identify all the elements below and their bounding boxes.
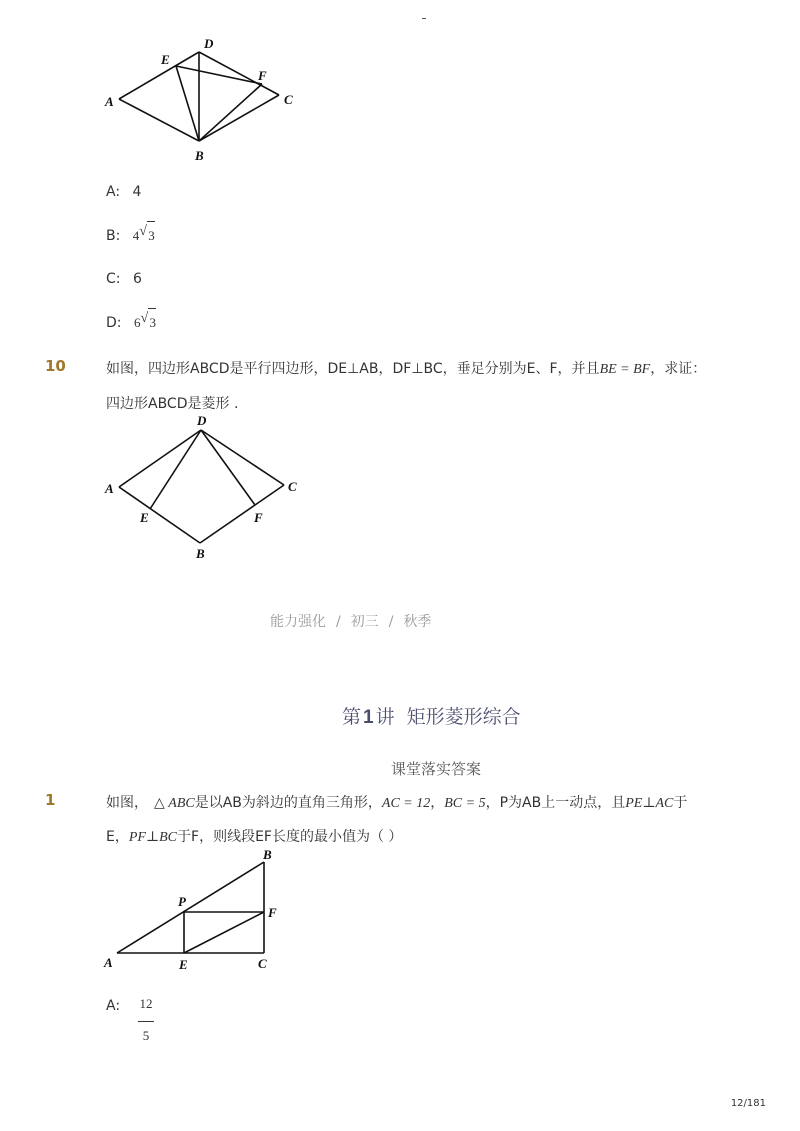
- option-value: 4: [132, 184, 142, 200]
- segment-bc: [200, 485, 284, 543]
- option-b[interactable]: [106, 224, 155, 245]
- option-a[interactable]: [106, 184, 141, 200]
- option-d[interactable]: [106, 311, 156, 332]
- label-b: B: [263, 847, 272, 862]
- footer-brand: [270, 611, 431, 631]
- fraction-12-over-5: [138, 996, 154, 1044]
- page-number: 12/181: [730, 1098, 766, 1109]
- label-d: D: [204, 36, 214, 51]
- option-letter: A:: [106, 184, 121, 200]
- fraction-denominator: 5: [142, 1028, 150, 1043]
- math-be-bf: BE = BF: [599, 362, 651, 377]
- question-number-10: 10: [45, 357, 66, 375]
- label-c: C: [288, 479, 297, 494]
- label-c: C: [258, 956, 267, 971]
- option-letter: C:: [106, 271, 121, 287]
- label-e: E: [140, 510, 149, 525]
- label-f: F: [258, 68, 267, 83]
- figure-rhombus-q10: [0, 400, 800, 570]
- question-10-line2: 四边形ABCD是菱形 .: [106, 396, 239, 412]
- question-number-1: 1: [45, 791, 56, 809]
- brand-part1: 能力强化: [270, 614, 326, 630]
- segment-ad: [119, 430, 201, 487]
- brand-part2: 初三: [350, 614, 379, 630]
- question-10-line1: 如图，四边形ABCD是平行四边形，DE⊥AB，DF⊥BC，垂足分别为E、F，并且BE = BF，求证：: [106, 361, 707, 377]
- label-d: D: [197, 413, 207, 428]
- option-coef: 6: [133, 315, 141, 330]
- label-a: A: [105, 94, 114, 109]
- label-e: E: [161, 52, 170, 67]
- segment-ab: [119, 99, 199, 141]
- segment-ef: [176, 66, 262, 84]
- label-f: F: [254, 510, 263, 525]
- label-f: F: [268, 905, 277, 920]
- segment-bc: [199, 95, 279, 141]
- label-p: P: [178, 894, 186, 909]
- figure-rhombus-q9: [0, 0, 800, 170]
- label-a: A: [105, 481, 114, 496]
- q1-option-a[interactable]: [106, 998, 120, 1014]
- lecture-title: 第 1 讲 矩形菱形综合: [342, 706, 521, 728]
- section-title: 课堂落实答案: [391, 760, 482, 778]
- question-1-line2: E，PF⊥BC于F，则线段EF长度的最小值为（ ）: [106, 829, 403, 845]
- option-c[interactable]: [106, 271, 142, 287]
- label-a: A: [104, 955, 113, 970]
- lecture-number: 1: [363, 707, 374, 728]
- label-c: C: [284, 92, 293, 107]
- figure-right-triangle-q1: [0, 840, 800, 980]
- label-e: E: [179, 957, 188, 972]
- option-letter: B:: [106, 228, 121, 244]
- segment-ab: [117, 862, 264, 953]
- brand-separator: /: [388, 614, 394, 630]
- segment-df: [201, 430, 255, 505]
- segment-ef: [184, 912, 264, 953]
- option-letter: D:: [106, 315, 122, 331]
- option-letter: A:: [106, 998, 121, 1014]
- label-b: B: [195, 148, 204, 163]
- segment-de: [150, 430, 201, 509]
- segment-ad: [119, 52, 199, 99]
- label-b: B: [196, 546, 205, 561]
- option-value: 6: [132, 271, 142, 287]
- fraction-numerator: 12: [139, 996, 153, 1011]
- lecture-name: 矩形菱形综合: [406, 706, 521, 728]
- brand-part3: 秋季: [403, 614, 432, 630]
- question-1-line1: 如图， △ ABC是以AB为斜边的直角三角形，AC = 12，BC = 5，P为AB上一动点，且PE⊥AC于: [106, 795, 688, 811]
- segment-eb: [176, 66, 199, 141]
- sqrt-symbol: √ 3: [140, 315, 156, 332]
- option-coef: 4: [132, 228, 140, 243]
- segment-dc: [201, 430, 284, 485]
- segment-fb: [199, 84, 262, 141]
- sqrt-symbol: √ 3: [139, 228, 155, 245]
- brand-separator: /: [336, 614, 341, 630]
